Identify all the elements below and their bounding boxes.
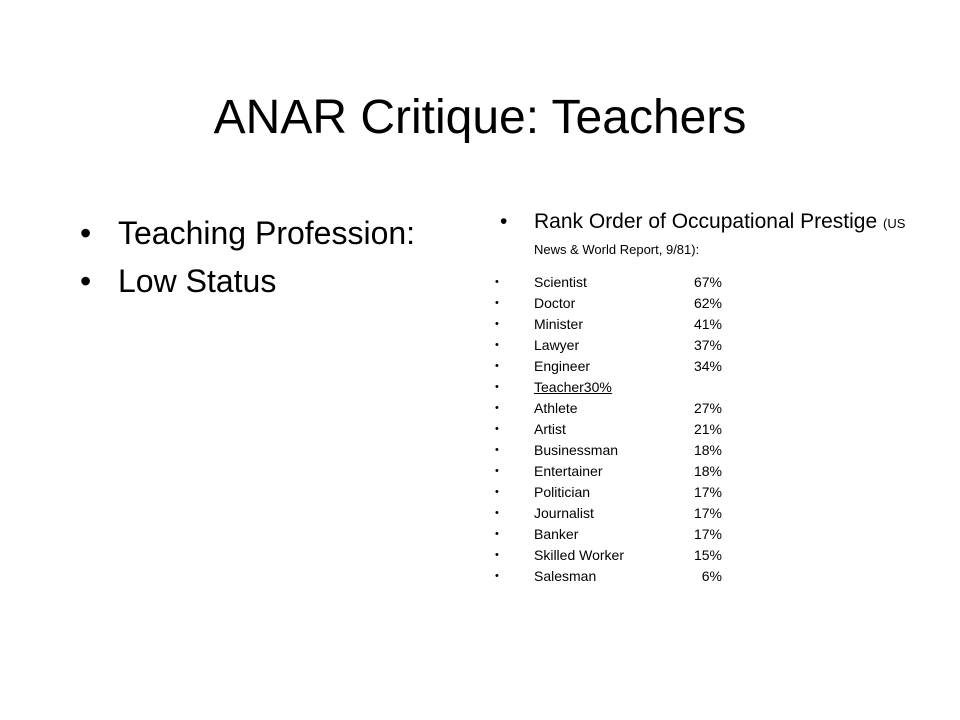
prestige-row	[492, 419, 932, 440]
prestige-source: (US News & World Report, 9/81):	[534, 216, 906, 257]
occupation-name: • Journalist	[534, 505, 594, 521]
prestige-row	[492, 272, 932, 293]
occupation-name: • Politician	[534, 484, 591, 500]
prestige-row	[492, 377, 932, 398]
left-bullet-list	[72, 214, 452, 310]
prestige-row	[492, 503, 932, 524]
prestige-row	[492, 440, 932, 461]
occupation-name: • Athlete	[534, 400, 578, 416]
prestige-percent: 37%	[693, 337, 722, 353]
occupation-name: • Scientist	[534, 274, 587, 290]
occupation-name: • Artist	[534, 421, 566, 437]
prestige-percent: 18%	[693, 463, 722, 479]
prestige-heading-text: Rank Order of Occupational Prestige	[534, 210, 878, 233]
prestige-percent: 62%	[693, 295, 722, 311]
prestige-row	[492, 335, 932, 356]
occupation-name: • Entertainer	[534, 463, 603, 479]
prestige-row	[492, 398, 932, 419]
prestige-percent: 34%	[693, 358, 722, 374]
prestige-percent: 17%	[693, 505, 722, 521]
prestige-percent: 41%	[693, 316, 722, 332]
prestige-row	[492, 314, 932, 335]
occupation-name: • Engineer	[534, 358, 591, 374]
prestige-row	[492, 293, 932, 314]
bullet-low-status: • Low Status	[72, 262, 452, 300]
occupation-name: • Businessman	[534, 442, 619, 458]
occupation-name: • Lawyer	[534, 337, 580, 353]
prestige-list	[492, 272, 932, 587]
prestige-row	[492, 524, 932, 545]
prestige-percent: 15%	[693, 547, 722, 563]
bullet-teaching-profession: • Teaching Profession:	[72, 214, 452, 252]
occupation-name: • Salesman	[534, 568, 597, 584]
prestige-percent: 17%	[693, 484, 722, 500]
prestige-row	[492, 566, 932, 587]
prestige-row	[492, 545, 932, 566]
occupation-name: • Teacher30%	[534, 379, 612, 395]
prestige-row	[492, 482, 932, 503]
prestige-percent: 18%	[693, 442, 722, 458]
prestige-percent: 6%	[701, 568, 722, 584]
occupation-name: • Doctor	[534, 295, 576, 311]
occupational-prestige-section	[492, 210, 932, 587]
occupation-name: • Minister	[534, 316, 584, 332]
prestige-heading	[492, 210, 932, 262]
occupation-name: • Skilled Worker	[534, 547, 624, 563]
prestige-percent: 27%	[693, 400, 722, 416]
slide-title: ANAR Critique: Teachers	[213, 91, 747, 144]
prestige-percent: 67%	[693, 274, 722, 290]
prestige-percent: 21%	[693, 421, 722, 437]
prestige-row	[492, 356, 932, 377]
prestige-row	[492, 461, 932, 482]
occupation-name: • Banker	[534, 526, 579, 542]
prestige-percent: 17%	[693, 526, 722, 542]
